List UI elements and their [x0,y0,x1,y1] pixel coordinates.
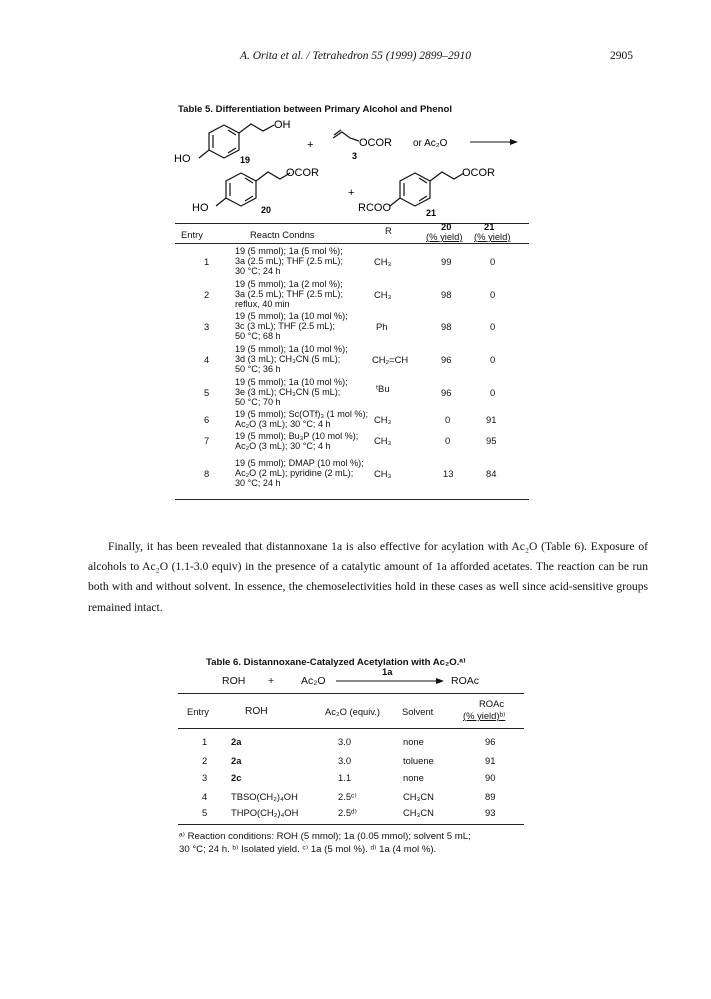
arrow-head [510,139,518,145]
t6-roh: 2a [231,755,242,766]
t5-entry: 4 [204,354,210,365]
t5-y21: 0 [490,256,496,267]
t5-conds [235,409,368,429]
t5-y21: 91 [486,414,497,425]
t5-r: CH₃ [374,435,392,446]
body-paragraph [88,537,648,618]
t5-y20: 98 [441,321,452,332]
t5-y20: 0 [445,435,451,446]
t5-header-21: 21 [484,221,495,232]
reaction-scheme [170,116,540,224]
plus-sign-2: + [348,187,355,199]
table6-bottom-rule [178,824,524,825]
t5-y21: 0 [490,354,496,365]
eq-product: ROAc [451,675,480,687]
t5-y20: 13 [443,468,454,479]
t6-entry: 2 [202,755,208,766]
t5-entry: 2 [204,289,210,300]
t6-entry: 1 [202,736,208,747]
table6-caption: Table 6. Distannoxane-Catalyzed Acetylation with Ac₂O.ᵃ⁾ [206,657,466,668]
eq-arrow [336,676,446,686]
t5-cond-line: 19 (5 mmol); 1a (5 mol %); [235,246,343,256]
t5-cond-line: Ac₂O (3 mL); 30 °C; 4 h [235,441,331,452]
t5-header-r: R [385,225,392,236]
t6-equiv: 2.5ᵈ⁾ [338,807,357,818]
t5-cond-line: 3c (3 mL); THF (2.5 mL); [235,321,335,332]
t5-y21: 95 [486,435,497,446]
table6-footnote-2: 30 °C; 24 h. ᵇ⁾ Isolated yield. ᶜ⁾ 1a (5 mol %). ᵈ⁾ 1a (4 mol %). [179,844,437,855]
t5-cond-line: Ac₂O (3 mL); 30 °C; 4 h [235,419,331,430]
t5-y20: 99 [441,256,452,267]
t5-entry: 7 [204,435,210,446]
t5-entry: 8 [204,468,210,479]
table6-footnote-1: ᵃ⁾ Reaction conditions: ROH (5 mmol); 1a (0.05 mmol); solvent 5 mL; [179,831,471,842]
t5-cond-line: 19 (5 mmol); Sc(OTf)₃ (1 mol %); [235,409,369,419]
t6-solvent: none [403,772,424,783]
ho-label: HO [174,153,191,165]
t5-cond-line: 30 °C; 24 h [235,266,281,277]
t6-yield: 91 [485,755,496,766]
t5-entry: 6 [204,414,210,425]
compound-21-structure [390,172,464,206]
t5-cond-line: 19 (5 mmol); Bu₃P (10 mol %); [235,431,359,441]
t5-header-entry: Entry [181,229,203,240]
body-text: Finally, it has been revealed that distannoxane 1a is also effective for acylation with Ac₂O (Table 6). Exposure of alcohols to Ac₂O (1.1-3.0 equiv) in the presence of a catalytic amount of 1a afforded acetates. The reaction can be run both with and without solvent. In essence, the chemoselectivities hold in these cases as well since acid-sensitive groups remained intact. [88,540,648,614]
t5-cond-line: 50 °C; 70 h [235,397,281,408]
t6-equiv: 1.1 [338,772,352,783]
t5-cond-line: 3a (2.5 mL); THF (2.5 mL); [235,289,343,300]
table5-bottom-rule [175,499,529,500]
t5-y20: 98 [441,289,452,300]
t6-roh: TBSO(CH₂)₄OH [231,791,298,802]
t5-conds [235,431,358,451]
t5-conds [235,279,343,310]
t5-r: CH₃ [374,289,392,300]
table5-caption: Table 5. Differentiation between Primary Alcohol and Phenol [178,104,453,115]
t5-r: CH₃ [374,414,392,425]
ocor-label-21: OCOR [462,167,495,179]
t5-conds [235,246,343,277]
t5-cond-line: 19 (5 mmol); DMAP (10 mol %); [235,458,364,468]
t5-y20: 96 [441,354,452,365]
t6-yield: 90 [485,772,496,783]
compound-20-structure [216,172,290,206]
t6-yield: 96 [485,736,496,747]
eq-catalyst: 1a [382,667,393,678]
eq-plus: + [268,675,275,687]
t5-header-20: 20 [441,221,452,232]
t6-header-ac2o: Ac₂O (equiv.) [325,706,381,717]
compound-19-label: 19 [240,155,251,165]
t5-y21: 84 [486,468,497,479]
t5-cond-line: 30 °C; 24 h [235,478,281,489]
t5-y21: 0 [490,321,496,332]
table6-top-rule [178,693,524,694]
t5-r: Ph [376,321,388,332]
t5-cond-line: 50 °C; 36 h [235,364,281,375]
t6-equiv: 3.0 [338,755,352,766]
eq-roh: ROH [222,675,246,687]
t6-yield: 89 [485,791,496,802]
t5-header-20-yield: (% yield) [426,231,463,242]
t5-r: CH₂=CH [372,354,409,365]
t5-r: CH₃ [374,256,392,267]
t5-y21: 0 [490,387,496,398]
t5-cond-line: 19 (5 mmol); 1a (2 mol %); [235,279,343,289]
t5-cond-line: 3e (3 mL); CH₃CN (5 mL); [235,387,341,398]
table6-header-rule [178,728,524,729]
t5-entry: 1 [204,256,210,267]
t5-conds [235,377,348,408]
vinyl-ester-structure [333,130,359,141]
t6-solvent: none [403,736,424,747]
t5-cond-line: 19 (5 mmol); 1a (10 mol %); [235,311,348,321]
t5-cond-line: 19 (5 mmol); 1a (10 mol %); [235,377,348,387]
t6-roh: THPO(CH₂)₄OH [231,807,299,818]
t5-entry: 3 [204,321,210,332]
t6-entry: 5 [202,807,208,818]
t6-equiv: 3.0 [338,736,352,747]
t6-entry: 3 [202,772,208,783]
t6-solvent: CH₃CN [403,807,434,818]
t5-r: CH₃ [374,468,392,479]
t6-header-entry: Entry [187,706,209,717]
t6-entry: 4 [202,791,208,802]
page-number: 2905 [610,50,633,62]
t6-yield: 93 [485,807,496,818]
t5-r: ᵗBu [376,383,390,394]
rcoo-label: RCOO [358,202,391,214]
t5-cond-line: Ac₂O (2 mL); pyridine (2 mL); [235,468,354,479]
compound-19-structure [199,124,274,158]
t6-roh: 2c [231,772,242,783]
ocor-label-20: OCOR [286,167,319,179]
ho-label-20: HO [192,202,209,214]
table5-top-rule [175,223,529,224]
t6-header-solvent: Solvent [402,706,434,717]
compound-3-label: 3 [352,151,358,161]
oh-label: OH [274,119,291,131]
t5-conds [235,311,348,342]
t5-header-21-yield: (% yield) [474,231,511,242]
t5-y20: 0 [445,414,451,425]
t6-solvent: CH₃CN [403,791,434,802]
compound-20-label: 20 [261,205,272,215]
running-title: A. Orita et al. / Tetrahedron 55 (1999) 2899–2910 [239,50,472,62]
t6-header-roh: ROH [245,706,268,717]
compound-21-label: 21 [426,208,437,218]
t6-header-roac: ROAc [479,698,505,709]
t5-conds [235,458,364,489]
t5-entry: 5 [204,387,210,398]
eq-ac2o: Ac₂O [301,675,326,687]
t6-solvent: toluene [403,755,434,766]
t5-conds [235,344,348,375]
ocor-label-3: OCOR [359,137,392,149]
t5-y20: 96 [441,387,452,398]
t6-equiv: 2.5ᶜ⁾ [338,791,357,802]
t5-cond-line: 50 °C; 68 h [235,331,281,342]
t5-cond-line: 19 (5 mmol); 1a (10 mol %); [235,344,348,354]
t6-roh: 2a [231,736,242,747]
t5-y21: 0 [490,289,496,300]
t5-cond-line: reflux, 40 min [235,299,290,310]
t6-header-yield: (% yield)ᵇ⁾ [463,710,506,721]
t5-cond-line: 3a (2.5 mL); THF (2.5 mL); [235,256,343,267]
t5-cond-line: 3d (3 mL); CH₃CN (5 mL); [235,354,341,365]
t5-header-conds: Reactn Condns [250,229,315,240]
table5-header-rule [175,243,529,244]
plus-sign: + [307,139,314,151]
or-ac2o-label: or Ac₂O [413,138,448,149]
